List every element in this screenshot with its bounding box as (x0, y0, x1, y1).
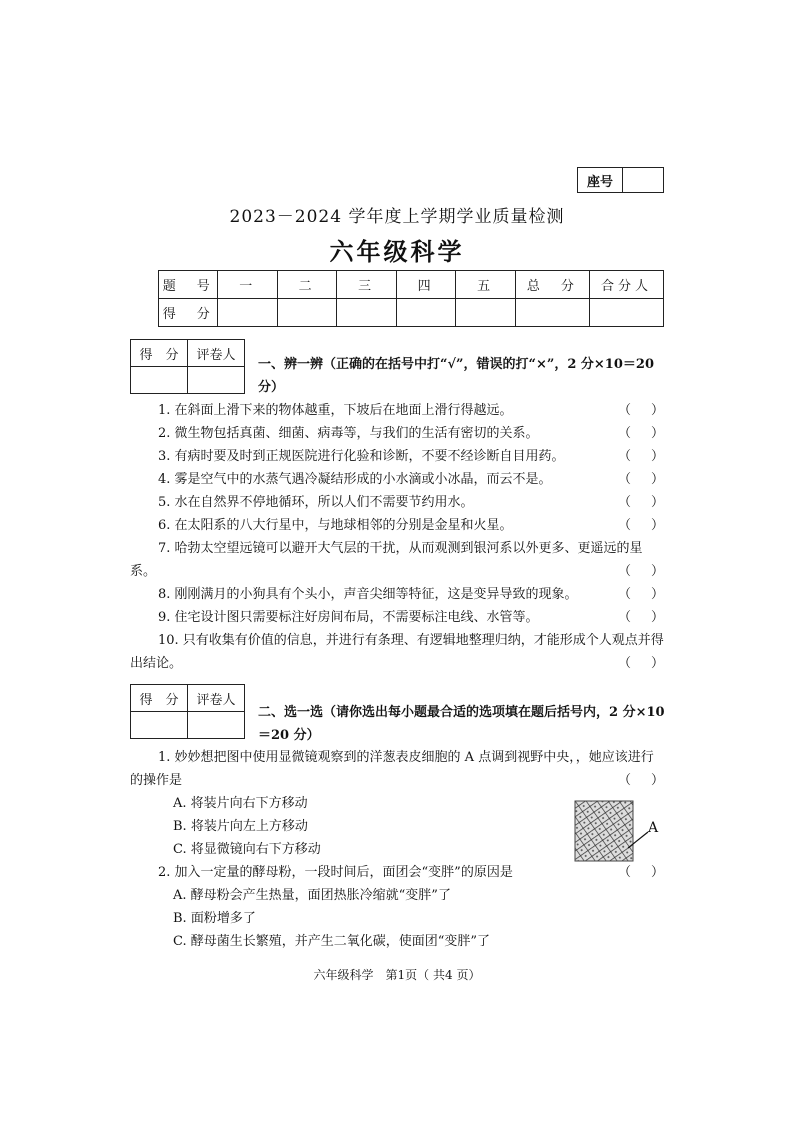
score-row-label: 得 分 (159, 299, 218, 327)
score-header-cell: 总 分 (515, 271, 589, 299)
question-text: 8. 刚刚满月的小狗具有个头小，声音尖细等特征，这是变异导致的现象。 (158, 587, 578, 602)
question-item (158, 606, 664, 629)
grader-reviewer-label: 评卷人 (188, 340, 245, 367)
onion-cell-figure (574, 800, 664, 864)
question-item (158, 583, 664, 606)
score-cell[interactable] (218, 299, 277, 327)
grader-reviewer-label: 评卷人 (188, 685, 245, 712)
question-item (158, 445, 664, 468)
seat-label: 座号 (578, 168, 623, 193)
option-a: A. 将装片向右下方移动 (173, 796, 308, 811)
question-item (158, 399, 664, 422)
answer-bracket[interactable]: （ ） (618, 587, 664, 602)
question-item (130, 746, 664, 792)
answer-bracket[interactable]: （ ） (618, 472, 664, 487)
score-header-cell: 题 号 (159, 271, 218, 299)
answer-bracket[interactable]: （ ） (618, 495, 664, 510)
option-c: C. 将显微镜向右下方移动 (173, 842, 321, 857)
question-text: 2. 微生物包括真菌、细菌、病毒等，与我们的生活有密切的关系。 (158, 426, 539, 441)
exam-subject-title: 六年级科学 (329, 237, 465, 266)
score-table (158, 270, 664, 327)
option-b: B. 面粉增多了 (173, 911, 256, 926)
score-cell[interactable] (456, 299, 515, 327)
grader-box-section1 (130, 339, 245, 394)
question-text: 5. 水在自然界不停地循环，所以人们不需要节约用水。 (158, 495, 474, 510)
score-cell[interactable] (277, 299, 336, 327)
question-text: 2. 加入一定量的酵母粉，一段时间后，面团会“变胖”的原因是 (158, 865, 513, 880)
question-text: 6. 在太阳系的八大行星中，与地球相邻的分别是金星和火星。 (158, 518, 513, 533)
score-header-cell: 五 (456, 271, 515, 299)
seat-value (623, 168, 664, 193)
grader-reviewer-cell[interactable] (188, 712, 245, 739)
score-header-cell: 四 (396, 271, 455, 299)
question-item (130, 629, 664, 675)
question-item (158, 422, 664, 445)
question-item (130, 537, 664, 583)
question-item (158, 514, 664, 537)
answer-bracket[interactable]: （ ） (618, 449, 664, 464)
score-header-cell: 三 (337, 271, 396, 299)
answer-bracket[interactable]: （ ） (618, 426, 664, 441)
question-text: 10. 只有收集有价值的信息，并进行有条理、有逻辑地整理归纳，才能形成个人观点并得出结论。 (130, 633, 664, 671)
exam-year-title: 2023－2024 学年度上学期学业质量检测 (229, 207, 565, 227)
question-text: 3. 有病时要及时到正规医院进行化验和诊断，不要不经诊断自目用药。 (158, 449, 565, 464)
score-header-cell: 合分人 (589, 271, 663, 299)
score-cell[interactable] (515, 299, 589, 327)
score-cell[interactable] (337, 299, 396, 327)
option-b: B. 将装片向左上方移动 (173, 819, 308, 834)
answer-bracket[interactable]: （ ） (618, 656, 664, 671)
question-text: 7. 哈勃太空望远镜可以避开大气层的干扰，从而观测到银河系以外更多、更遥远的星系。 (130, 541, 643, 579)
grader-score-label: 得 分 (131, 685, 188, 712)
score-cell[interactable] (589, 299, 663, 327)
answer-bracket[interactable]: （ ） (618, 564, 664, 579)
option-a: A. 酵母粉会产生热量，面团热胀冷缩就“变胖”了 (173, 888, 451, 903)
question-text: 9. 住宅设计图只需要标注好房间布局，不需要标注电线、水管等。 (158, 610, 539, 625)
score-header-cell: 二 (277, 271, 336, 299)
seat-number-box (577, 167, 664, 193)
section1-title: 一、辨一辨（正确的在括号中打“√”，错误的打“×”，2 分×10＝20 分） (258, 357, 654, 395)
question-item (158, 861, 664, 884)
question-text: 4. 雾是空气中的水蒸气遇冷凝结形成的小水滴或小冰晶，而云不是。 (158, 472, 552, 487)
score-header-cell: 一 (218, 271, 277, 299)
question-text: 1. 妙妙想把图中使用显微镜观察到的洋葱表皮细胞的 A 点调到视野中央，，她应该进行的操作是 (130, 750, 654, 788)
grader-score-label: 得 分 (131, 340, 188, 367)
question-text: 1. 在斜面上滑下来的物体越重，下坡后在地面上滑行得越远。 (158, 403, 513, 418)
answer-bracket[interactable]: （ ） (618, 610, 664, 625)
question-item (158, 491, 664, 514)
grader-score-cell[interactable] (131, 712, 188, 739)
grader-box-section2 (130, 684, 245, 739)
page-footer: 六年级科学 第1页（ 共4 页） (313, 968, 481, 982)
option-c: C. 酵母菌生长繁殖，并产生二氧化碳，使面团“变胖”了 (173, 934, 491, 949)
section2-title: 二、选一选（请你选出每小题最合适的选项填在题后括号内，2 分×10＝20 分） (258, 705, 665, 743)
grader-reviewer-cell[interactable] (188, 367, 245, 394)
answer-bracket[interactable]: （ ） (618, 518, 664, 533)
figure-label-a: A (648, 820, 659, 836)
answer-bracket[interactable]: （ ） (618, 403, 664, 418)
score-cell[interactable] (396, 299, 455, 327)
grader-score-cell[interactable] (131, 367, 188, 394)
answer-bracket[interactable]: （ ） (618, 773, 664, 788)
question-item (158, 468, 664, 491)
answer-bracket[interactable]: （ ） (618, 865, 664, 880)
